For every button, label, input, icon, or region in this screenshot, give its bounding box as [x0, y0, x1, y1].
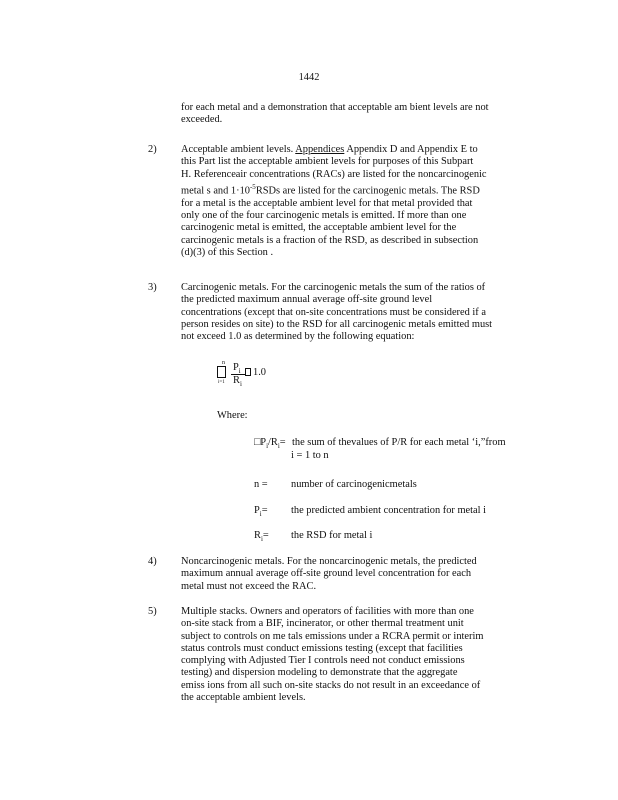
definition-term: $R_i=$: [254, 530, 269, 544]
item-4-paragraph: [181, 556, 537, 593]
text-line: testing) and dispersion modeling to demonstrate that the aggregate: [181, 667, 458, 679]
numerator: $P_i$: [233, 362, 241, 376]
item-3-paragraph: [181, 282, 537, 343]
text-line: Carcinogenic metals. For the carcinogenic metals the sum of the ratios of: [181, 282, 486, 293]
item-number: 5): [148, 606, 157, 617]
definition-term: $□P_i/R_i=$: [254, 437, 286, 451]
text-line: carcinogenic metals is a fraction of the RSD, as described in subsection: [181, 234, 479, 246]
definition-text: the RSD for metal i: [291, 530, 373, 541]
text-line: Noncarcinogenic metals. For the noncarcinogenic metals, the predicted: [181, 556, 477, 567]
sum-symbol: [217, 366, 226, 378]
equation: [217, 362, 277, 392]
text-line: metal s and $1\cdot 10^{-5}RSDs$ are listed for the carcinogenic metals. The RSD: [181, 182, 480, 197]
where-label: Where:: [217, 410, 248, 421]
item-number: 4): [148, 556, 157, 567]
text-line: exceeded.: [181, 114, 223, 126]
text-line: complying with Adjusted Tier I controls need not conduct emissions: [181, 655, 465, 667]
less-equal-symbol: [245, 368, 251, 376]
text-line: carcinogenic metal is emitted, the acceptable ambient level for the: [181, 222, 457, 234]
text-line: for each metal and a demonstration that acceptable am bient levels are not: [181, 102, 489, 113]
denominator: $R_i$: [233, 375, 242, 389]
item-number: 3): [148, 282, 157, 293]
text-line: H. Referenceair concentrations (RACs) are listed for the noncarcinogenic: [181, 168, 487, 180]
text-line: on-site stack from a BIF, incinerator, or other thermal treatment unit: [181, 618, 464, 630]
text-line: metal must not exceed the RAC.: [181, 580, 317, 592]
text-line: (d)(3) of this Section .: [181, 246, 274, 258]
definition-text: the sum of thevalues of P/R for each metal ‘i,”from: [292, 437, 506, 448]
definition-text: number of carcinogenicmetals: [291, 479, 417, 490]
definition-text: i = 1 to n: [291, 450, 329, 461]
text-line: concentrations (except that on-site concentrations must be considered if a: [181, 306, 486, 318]
text-line: this Part list the acceptable ambient levels for purposes of this Subpart: [181, 156, 474, 168]
sum-upper-limit: n: [222, 360, 225, 366]
definition-term: n =: [254, 479, 268, 490]
text-line: not exceed 1.0 as determined by the following equation:: [181, 331, 415, 343]
sum-lower-limit: i=1: [218, 380, 225, 385]
text-line: the predicted maximum annual average off-site ground level: [181, 294, 433, 306]
text-line: emiss ions from all such on-site stacks do not result in an exceedance of: [181, 679, 481, 691]
text-line: for a metal is the acceptable ambient level for that metal provided that: [181, 197, 473, 209]
text-line: Multiple stacks. Owners and operators of facilities with more than one: [181, 606, 474, 617]
item-number: 2): [148, 144, 157, 155]
definition-text: the predicted ambient concentration for metal i: [291, 505, 487, 516]
item-2-paragraph: [181, 144, 537, 259]
text-line: Acceptable ambient levels. Appendices Appendix D and Appendix E to: [181, 144, 478, 155]
text-line: person resides on site) to the RSD for all carcinogenic metals emitted must: [181, 318, 493, 330]
text-line: subject to controls on me tals emissions under a RCRA permit or interim: [181, 630, 484, 642]
text-line: status controls must conduct emissions testing (except that facilities: [181, 642, 463, 654]
text-line: the acceptable ambient levels.: [181, 692, 306, 704]
page-number: 1442: [298, 72, 320, 83]
intro-paragraph: [181, 102, 537, 127]
item-5-paragraph: [181, 606, 537, 704]
text-line: only one of the four carcinogenic metals is emitted. If more than one: [181, 209, 467, 221]
equation-rhs: 1.0: [253, 367, 266, 378]
text-line: maximum annual average off-site ground level concentration for each: [181, 568, 472, 580]
definition-term: $P_i=$: [254, 505, 268, 519]
